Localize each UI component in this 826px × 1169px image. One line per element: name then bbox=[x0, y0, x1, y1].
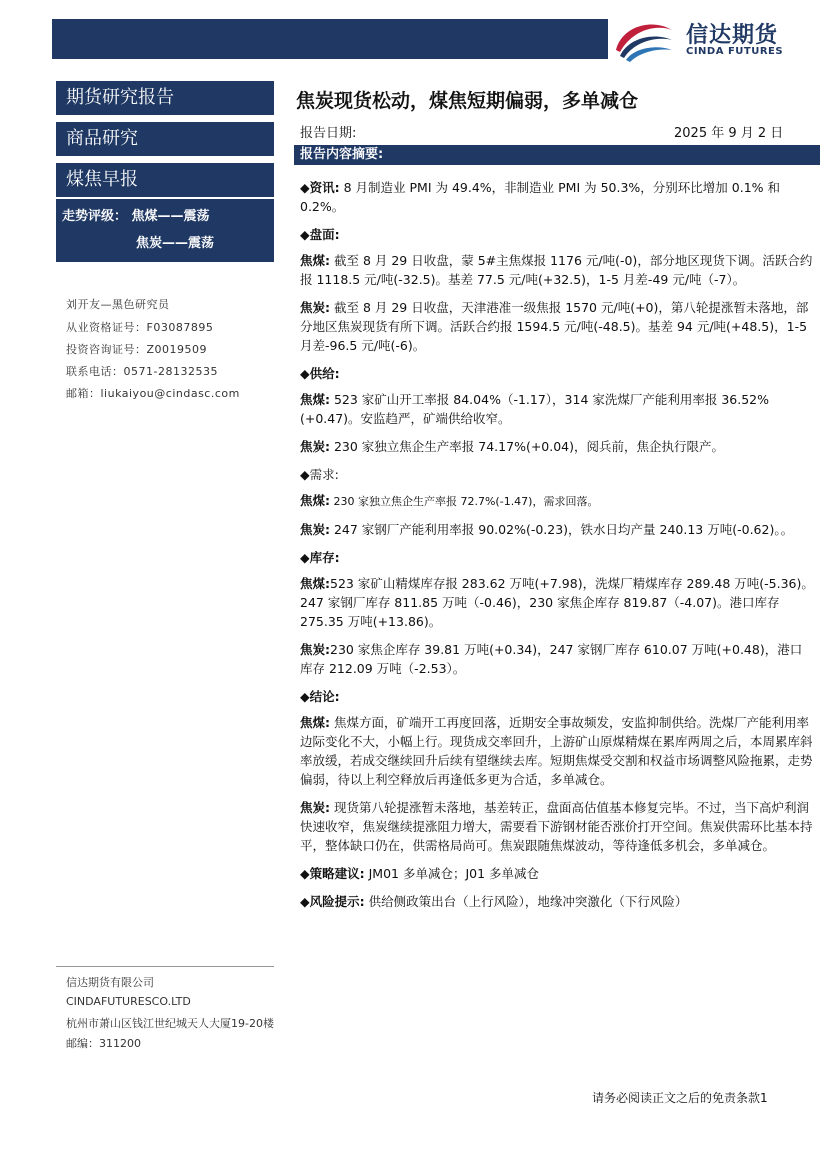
company-name-en: CINDAFUTURESCO.LTD bbox=[66, 995, 191, 1008]
demand-heading: ◆需求: bbox=[300, 467, 339, 482]
conclusion-heading: ◆结论: bbox=[300, 689, 340, 704]
conclusion-coke-text: 现货第八轮提涨暂未落地，基差转正，盘面高估值基本修复完毕。不过，当下高炉利润快速收窄，焦炭继续提涨阻力增大，需要看下游钢材能否涨价打开空间。焦炭供需环比基本持平，整体缺口仍在，供需格局尚可。焦炭跟随焦煤波动，等待逢低多机会，多单减仓。 bbox=[300, 800, 813, 853]
analyst-phone: 联系电话：0571-28132535 bbox=[66, 365, 218, 378]
company-address: 杭州市萧山区钱江世纪城天人大厦19-20楼 bbox=[66, 1017, 274, 1030]
strategy-text: JM01 多单减仓；J01 多单减仓 bbox=[364, 866, 540, 881]
rating-coke: 焦炭——震荡 bbox=[136, 236, 215, 251]
strategy-paragraph bbox=[300, 864, 814, 883]
supply-coal-paragraph bbox=[300, 390, 814, 428]
conclusion-coal-label: 焦煤: bbox=[300, 715, 330, 730]
report-date: 2025 年 9 月 2 日 bbox=[674, 126, 784, 141]
rating-row-coke bbox=[56, 226, 274, 262]
cinda-logo bbox=[612, 16, 812, 64]
report-date-label: 报告日期: bbox=[300, 126, 357, 141]
inventory-heading: ◆库存: bbox=[300, 550, 340, 565]
info-text: 8 月制造业 PMI 为 49.4%，非制造业 PMI 为 50.3%，分别环比增加 0.1% 和 0.2%。 bbox=[300, 180, 781, 214]
sidebar-box-category: 商品研究 bbox=[56, 122, 274, 156]
market-heading: ◆盘面: bbox=[300, 227, 340, 242]
risk-text: 供给侧政策出台（上行风险），地缘冲突激化（下行风险） bbox=[364, 894, 688, 909]
summary-content bbox=[300, 178, 814, 920]
supply-coke-label: 焦炭: bbox=[300, 439, 330, 454]
info-heading: ◆资讯: bbox=[300, 180, 340, 195]
market-coke-paragraph bbox=[300, 298, 814, 355]
cinda-logo-icon bbox=[612, 16, 676, 62]
company-divider bbox=[56, 966, 274, 967]
inventory-coke-label: 焦炭: bbox=[300, 642, 330, 657]
summary-header: 报告内容摘要: bbox=[294, 145, 820, 165]
top-banner bbox=[52, 19, 608, 59]
demand-coal-text: 230 家独立焦企生产率报 72.7%(-1.47)，需求回落。 bbox=[330, 495, 599, 508]
inventory-coal-text: 523 家矿山精煤库存报 283.62 万吨(+7.98)，洗煤厂精煤库存 289.48 万吨(-5.36)。247 家钢厂库存 811.85 万吨（-0.46)，230 家焦企库存 819.87（-4.07)。港口库存 275.35 万吨(+13.86)。 bbox=[300, 576, 814, 629]
demand-coal-paragraph bbox=[300, 491, 814, 511]
company-name: 信达期货有限公司 bbox=[66, 976, 154, 989]
supply-coal-label: 焦煤: bbox=[300, 392, 330, 407]
conclusion-coke-label: 焦炭: bbox=[300, 800, 330, 815]
strategy-heading: ◆策略建议: bbox=[300, 866, 365, 881]
analyst-email: 邮箱：liukaiyou@cindasc.com bbox=[66, 387, 240, 400]
market-coal-paragraph bbox=[300, 251, 814, 289]
conclusion-coke-paragraph bbox=[300, 798, 814, 855]
inventory-coal-paragraph bbox=[300, 574, 814, 631]
company-postcode: 邮编：311200 bbox=[66, 1037, 141, 1050]
footer-disclaimer: 请务必阅读正文之后的免责条款1 bbox=[592, 1091, 768, 1105]
sidebar-box-report-type: 期货研究报告 bbox=[56, 81, 274, 115]
supply-coke-paragraph bbox=[300, 437, 814, 456]
market-coke-text: 截至 8 月 29 日收盘，天津港准一级焦报 1570 元/吨(+0)，第八轮提涨暂未落地，部分地区焦炭现货有所下调。活跃合约报 1594.5 元/吨(-48.5)。基差 94 元/吨(+48.5)，1-5 月差-96.5 元/吨(-6)。 bbox=[300, 300, 809, 353]
logo-en-text: CINDA FUTURES bbox=[686, 46, 784, 57]
inventory-coke-paragraph bbox=[300, 640, 814, 678]
market-coke-label: 焦炭: bbox=[300, 300, 330, 315]
inventory-coke-text: 230 家焦企库存 39.81 万吨(+0.34)，247 家钢厂库存 610.07 万吨(+0.48)，港口库存 212.09 万吨（-2.53）。 bbox=[300, 642, 803, 676]
risk-heading: ◆风险提示: bbox=[300, 894, 365, 909]
conclusion-coal-text: 焦煤方面，矿端开工再度回落，近期安全事故频发，安监抑制供给。洗煤厂产能利用率边际变化不大，小幅上行。现货成交率回升，上游矿山原煤精煤在累库两周之后，本周累库斜率放缓，若成交继续回升后续有望继续去库。短期焦煤受交割和权益市场调整风险拖累，走势偏弱，待以上利空释放后再逢低多更为合适，多单减仓。 bbox=[300, 715, 813, 787]
info-paragraph bbox=[300, 178, 814, 216]
analyst-consulting-id: 投资咨询证号：Z0019509 bbox=[66, 343, 208, 356]
rating-coal: 焦煤——震荡 bbox=[131, 209, 210, 224]
demand-coal-label: 焦煤: bbox=[300, 493, 330, 508]
analyst-qualification: 从业资格证号：F03087895 bbox=[66, 321, 214, 334]
supply-coal-text: 523 家矿山开工率报 84.04%（-1.17），314 家洗煤厂产能利用率报 36.52%(+0.47)。安监趋严，矿端供给收窄。 bbox=[300, 392, 770, 426]
inventory-coal-label: 焦煤: bbox=[300, 576, 330, 591]
market-coal-text: 截至 8 月 29 日收盘，蒙 5#主焦煤报 1176 元/吨(-0)，部分地区现货下调。活跃合约报 1118.5 元/吨(-32.5)。基差 77.5 元/吨(+32.5)，1-5 月差-49 元/吨（-7）。 bbox=[300, 253, 813, 287]
sidebar-box-report-name: 煤焦早报 bbox=[56, 163, 274, 197]
rating-label: 走势评级： bbox=[62, 209, 128, 224]
supply-heading: ◆供给: bbox=[300, 366, 340, 381]
logo-cn-text: 信达期货 bbox=[686, 23, 779, 48]
demand-coke-paragraph bbox=[300, 520, 814, 539]
risk-paragraph bbox=[300, 892, 814, 911]
supply-coke-text: 230 家独立焦企生产率报 74.17%(+0.04)，阅兵前，焦企执行限产。 bbox=[330, 439, 725, 454]
report-title: 焦炭现货松动，煤焦短期偏弱，多单减仓 bbox=[296, 90, 639, 112]
analyst-name: 刘开友—黑色研究员 bbox=[66, 298, 170, 311]
market-coal-label: 焦煤: bbox=[300, 253, 330, 268]
demand-coke-label: 焦炭: bbox=[300, 522, 330, 537]
demand-coke-text: 247 家钢厂产能利用率报 90.02%(-0.23)，铁水日均产量 240.13 万吨(-0.62)。。 bbox=[330, 522, 794, 537]
conclusion-coal-paragraph bbox=[300, 713, 814, 789]
